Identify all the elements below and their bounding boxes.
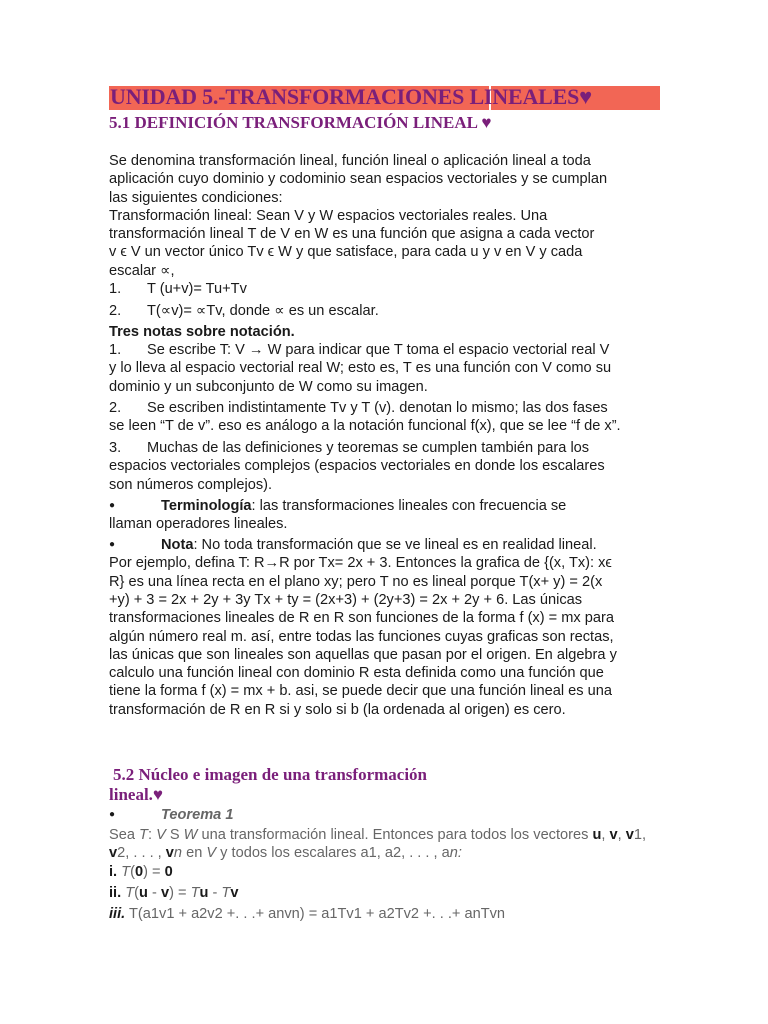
notes-heading: Tres notas sobre notación. [109, 324, 295, 340]
text-run: 2, . . . , [117, 845, 166, 862]
list-number: 2. [109, 303, 122, 319]
text-run: u [592, 827, 602, 843]
text-line: espacios vectoriales complejos (espacios vectoriales en donde los escalares [109, 458, 605, 475]
terminologia-item [109, 497, 669, 534]
text-run: v [609, 827, 618, 843]
text-line: aplicación cuyo dominio y codominio sean espacios vectoriales y se cumplan [109, 171, 608, 188]
text-run: T [121, 864, 131, 880]
teorema-statement [109, 826, 669, 863]
text-line: Se denomina transformación lineal, función lineal o aplicación lineal a toda [109, 153, 591, 169]
teorema-label: Teorema 1 [161, 807, 234, 824]
bullet-icon: ● [109, 809, 116, 820]
text-run: v [230, 885, 239, 901]
text-line: transformaciones lineales de R en R son funciones de la forma f (x) = mx para [109, 610, 614, 627]
text-line: transformación lineal T de V en W es una función que asigna a cada vector [109, 226, 595, 243]
text-run: - [147, 885, 161, 901]
text-line: son números complejos). [109, 476, 273, 493]
text-line: Transformación lineal: Sean V y W espacios vectoriales reales. Una [109, 207, 548, 224]
text-line: Se escriben indistintamente Tv y T (v). denotan lo mismo; las dos fases [147, 400, 608, 416]
text-run: , [601, 827, 610, 843]
property-label: ii. [109, 885, 122, 901]
property-i [109, 863, 669, 881]
text-run: V [156, 827, 166, 843]
text-line: se leen “T de v”. eso es análogo a la notación funcional f(x), que se lee “f de x”. [109, 418, 621, 435]
text-line: escalar ∝, [109, 262, 175, 279]
text-run: S [165, 827, 184, 843]
text-run: en [182, 845, 207, 862]
text-run: v [160, 885, 170, 901]
text-run: Sea [109, 827, 140, 843]
text-run: n: [449, 845, 462, 862]
intro-paragraph [109, 152, 669, 280]
term-label: Terminología [161, 498, 252, 515]
condition-text: T (u+v)= Tu+Tv [147, 281, 247, 297]
text-line: algún número real m. así, entre todas las funciones cuyas graficas son rectas, [109, 628, 614, 645]
text-line: R} es una línea recta en el plano xy; pero T no es lineal porque T(x+ y) = 2(x [109, 573, 603, 590]
list-number: 1. [109, 281, 122, 297]
text-run: ) = [143, 864, 165, 880]
text-run: u [139, 885, 148, 901]
text-run: y todos los escalares a1, a2, . . . , a [216, 845, 450, 862]
text-run: v [625, 827, 634, 843]
property-label: i. [109, 864, 118, 880]
text-run: ) = [169, 885, 191, 901]
section-heading-5-2-line2: lineal.♥ [109, 785, 164, 804]
nota-label: Nota [161, 537, 194, 554]
property-label: iii. [109, 906, 126, 922]
text-run: - [208, 885, 222, 901]
text-run: 0 [134, 864, 144, 880]
text-run: V [206, 845, 217, 862]
text-line: las siguientes condiciones: [109, 189, 283, 206]
text-run: , [617, 827, 626, 843]
text-line: Muchas de las definiciones y teoremas se cumplen también para los [147, 440, 590, 456]
text-line: dominio y un subconjunto de W como su imagen. [109, 378, 428, 395]
text-run: T [190, 885, 200, 901]
text-line: tiene la forma f (x) = mx + b. asi, se puede decir que una función lineal es una [109, 683, 612, 700]
text-run: T [221, 885, 231, 901]
text-line: y lo lleva al espacio vectorial real W; esto es, T es una función con V como su [109, 360, 612, 377]
list-number: 3. [109, 440, 122, 456]
section-heading-5-2-line1: 5.2 Núcleo e imagen de una transformación [113, 765, 428, 784]
property-ii [109, 884, 669, 902]
text-run: 0 [164, 864, 173, 880]
text-line: transformación de R en R si y solo si b (la ordenada al origen) es cero. [109, 701, 566, 718]
section-heading-5-1: 5.1 DEFINICIÓN TRANSFORMACIÓN LINEAL ♥ [109, 113, 492, 132]
condition-item [109, 280, 669, 298]
text-run: n [173, 845, 183, 862]
condition-item [109, 302, 669, 320]
text-line: llaman operadores lineales. [109, 516, 288, 533]
list-number: 1. [109, 342, 122, 358]
bullet-icon: ● [109, 539, 116, 550]
condition-text: T(∝v)= ∝Tv, donde ∝ es un escalar. [147, 303, 379, 319]
text-line: v ϵ V un vector único Tv ϵ W y que satisface, para cada u y v en V y cada [109, 244, 583, 261]
bullet-icon: ● [109, 500, 116, 511]
nota-item [109, 536, 669, 719]
text-line: +y) + 3 = 2x + 2y + 3y Tx + ty = (2x+3) + (2y+3) = 2x + 2y + 6. Las únicas [109, 591, 583, 608]
text-run: una transformación lineal. Entonces para todos los vectores [197, 827, 593, 843]
property-iii [109, 905, 669, 923]
teorema-item [109, 806, 669, 824]
text-run: v [109, 845, 118, 862]
list-number: 2. [109, 400, 122, 416]
text-run: 1, [633, 827, 647, 843]
text-run: : [147, 827, 157, 843]
text-line: Se escribe T: V → W para indicar que T toma el espacio vectorial real V [147, 342, 610, 358]
text-line: las únicas que son lineales son aquellas que pasan por el origen. En algebra y [109, 646, 617, 663]
text-line: : las transformaciones lineales con frecuencia se [251, 498, 567, 515]
note-item [109, 439, 669, 494]
text-line: : No toda transformación que se ve lineal es en realidad lineal. [193, 537, 597, 554]
text-run: ( [134, 885, 140, 901]
page-title: UNIDAD 5.-TRANSFORMACIONES LINEALES♥ [110, 84, 592, 109]
text-line: calculo una función lineal con dominio R esta definida como una función que [109, 665, 604, 682]
text-run: T [125, 885, 135, 901]
text-run: u [199, 885, 209, 901]
text-run: v [165, 845, 174, 862]
note-item [109, 341, 669, 396]
text-run: T(a1v1 + a2v2 +. . .+ anvn) = a1Tv1 + a2Tv2 +. . .+ anTvn [129, 906, 506, 922]
text-run: W [183, 827, 198, 843]
text-line: Por ejemplo, defina T: R→R por Tx= 2x + 3. Entonces la grafica de {(x, Tx): xϵ [109, 555, 612, 572]
text-run: ( [130, 864, 135, 880]
text-run: T [139, 827, 148, 843]
note-item [109, 399, 669, 436]
